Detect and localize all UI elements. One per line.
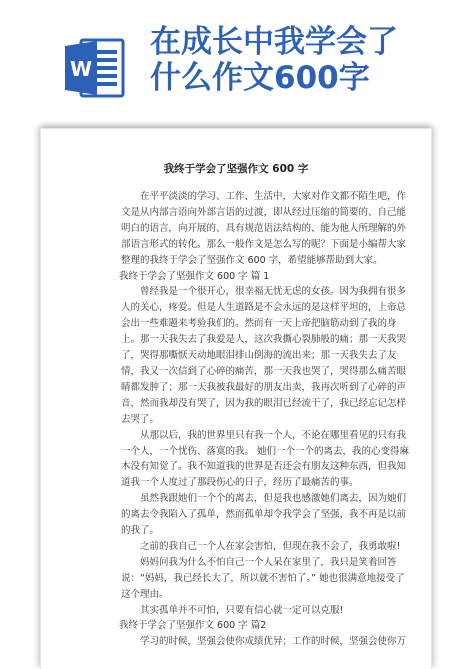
paragraph: 其实孤单并不可怕，只要有信心就一定可以克服!: [140, 604, 344, 616]
header-banner: [0, 0, 474, 112]
word-document-icon: [63, 36, 127, 100]
paragraph: 从那以后，我的世界里只有我一个人，不论在哪里看见的只有我一个人，一个忧伤、落寞的我。 她们一个一个的离去，我的心变得麻木没有知觉了。我不知道我的世界是否还会有朋友这种东西，但我知道我一个人度过了那段伤心的日子，经历了最痛苦的事。: [121, 429, 410, 489]
paragraph-intro: 在平平淡淡的学习、工作、生活中，大家对作文都不陌生吧，作文是从内部言语向外部言语的过渡，即从经过压缩的简要的、自己能明白的语言，向开展的、具有规范语法结构的、能为他人所理解的外部语言形式的转化。那么一般作文是怎么写的呢？下面是小编帮大家整理的我终于学会了坚强作文 600 字，希望能够帮助到大家。: [121, 191, 407, 266]
paragraph: 之前的我自己一个人在家会害怕，但现在我不会了，我勇敢啦!: [140, 540, 401, 552]
title-line-1: 在成长中我学会了: [150, 24, 398, 60]
document-page: [40, 128, 432, 669]
paragraph: 妈妈问我为什么不怕自己一个人呆在家里了，我只是笑着回答说：“妈妈，我已经长大了，所以就不害怕了。” 她也很满意地接受了这个理由。: [121, 556, 405, 600]
title-line-2: 什么作文600字: [150, 60, 370, 96]
page-title: [150, 24, 398, 96]
section-heading-1: 我终于学会了坚强作文 600 字 篇 1: [119, 270, 270, 282]
paragraph: 学习的时候，坚强会使你成绩优异；工作的时候，坚强会使你万: [140, 636, 407, 648]
paragraph: 曾经我是一个很开心，很幸福无忧无虑的女孩。因为我拥有很多人的关心，疼爱。但是人生道路是不会永远的是这样平坦的，上帝总会出一些难题来考验我们的。然而有一天上帝把脑筋动到了我的身上。那一天我失去了我爱是人，这次我撕心裂肺般的痛；那一天我哭了，哭得那嘶恹天动地眼泪排山倒海的流出来；那一天我失去了友情，我又一次信到了心碎的痛苦，那一天我也哭了，哭得那么痛苦眼睛都发肿了；那一天我被我最好的朋友出卖，我再次听到了心碎的声音，然而我却没有哭了，因为我的眼泪已经流干了，我已经忘记怎样去哭了。: [121, 286, 407, 425]
document-title: 我终于学会了坚强作文 600 字: [163, 163, 309, 175]
paragraph: 虽然我跟她们一个个的离去，但是我也感激她们离去，因为她们的离去令我陷入了孤单，然而孤单却令我学会了坚强，我不再是以前的我了。: [121, 493, 407, 537]
document-body: [121, 189, 411, 650]
section-heading-2: 我终于学会了坚强作文 600 字 篇2: [119, 620, 267, 632]
svg-text:W: W: [69, 57, 93, 81]
